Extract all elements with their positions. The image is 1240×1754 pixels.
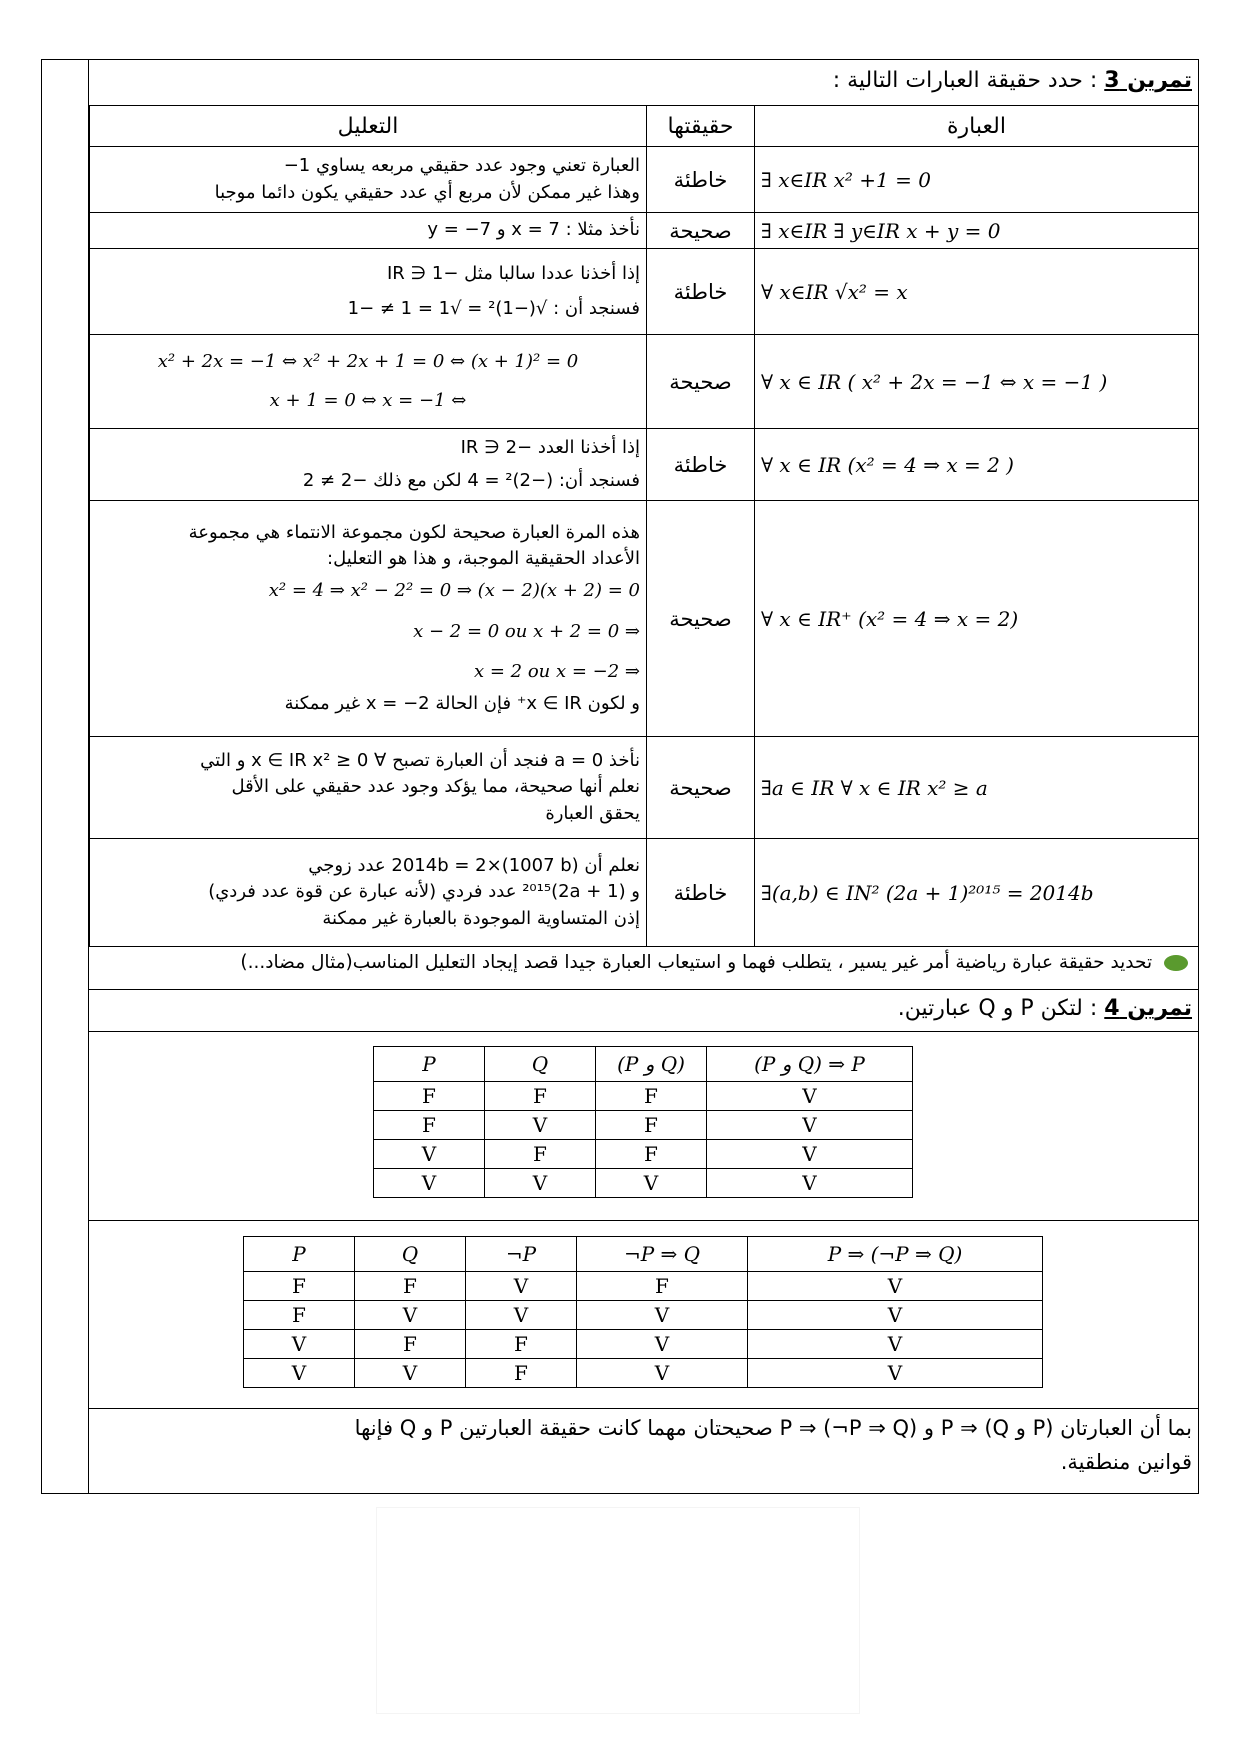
tt1-cell: F [374,1082,485,1111]
ex3-row [90,501,1199,737]
justification-cell [90,839,647,947]
ex3-title-text: : حدد حقيقة العبارات التالية : [832,68,1098,93]
page-frame [41,59,1199,1494]
justification-cell [90,335,647,429]
truth-table-2 [243,1236,1043,1388]
ex3-title [833,68,1192,93]
header-statement: العبارة [755,106,1199,147]
truth-table-row [374,1140,913,1169]
ex3-note [240,952,1188,973]
statement-cell: ∃(a,b) ∈ IN² (2a + 1)²⁰¹⁵ = 2014b [755,839,1199,947]
statement-cell: ∀ x ∈ IR ( x² + 2x = −1 ⇔ x = −1 ) [755,335,1199,429]
truth-table-row [244,1330,1043,1359]
truth-table-row [374,1111,913,1140]
justification-line: x² + 2x = −1 ⇔ x² + 2x + 1 = 0 ⇔ (x + 1)² = 0 [157,351,579,373]
truth-cell: صحيحة [647,501,755,737]
tt1-cell: F [596,1140,707,1169]
statement-cell: ∃ x∈IR ∃ y∈IR x + y = 0 [755,213,1199,249]
tt1-cell: F [485,1140,596,1169]
tt2-cell: V [748,1301,1043,1330]
justification-line: إذا أخذنا عددا سالبا مثل −1 ∈ IR [386,263,640,285]
ex3-table [89,105,1199,947]
tt2-cell: V [466,1301,577,1330]
tt1-cell: V [707,1111,913,1140]
tt2-cell: V [355,1359,466,1388]
justification-line: وهذا غير ممكن لأن مربع أي عدد حقيقي يكون دائما موجبا [214,181,640,203]
justification-cell [90,213,647,249]
tt2-cell: F [577,1272,748,1301]
tt2-cell: V [355,1301,466,1330]
tt1-cell: V [707,1082,913,1111]
justification-cell [90,249,647,335]
page-content [89,60,1198,1493]
tt2-cell: V [748,1330,1043,1359]
tt1-cell: F [596,1111,707,1140]
justification-line: و لكون x ∈ IR⁺ فإن الحالة x = −2 غير ممكنة [284,692,640,714]
tt1-cell: F [596,1082,707,1111]
ex3-row [90,249,1199,335]
truth-cell: صحيحة [647,737,755,839]
justification-line: العبارة تعني وجود عدد حقيقي مربعه يساوي 1− [283,155,640,177]
tt1-header: (P و Q) ⇒ P [707,1047,913,1082]
tt2-header: ¬P [466,1237,577,1272]
tt2-cell: V [577,1301,748,1330]
tt1-cell: F [485,1082,596,1111]
tt2-cell: V [577,1359,748,1388]
justification-line: ⇒ x − 2 = 0 ou x + 2 = 0 [413,620,640,642]
tt2-cell: V [244,1330,355,1359]
justification-cell [90,147,647,213]
divider [89,1408,1198,1409]
ex4-title-text: : لتكن P و Q عبارتين. [897,996,1098,1021]
tt1-cell: V [485,1111,596,1140]
tt1-cell: V [374,1140,485,1169]
truth-cell: خاطئة [647,839,755,947]
conclusion-line: قوانين منطقية. [1060,1449,1192,1474]
ex3-row [90,429,1199,501]
ex3-row [90,335,1199,429]
tt1-cell: F [374,1111,485,1140]
ex3-title-label: تمرين 3 [1104,68,1192,93]
truth-cell: خاطئة [647,147,755,213]
truth-cell: خاطئة [647,249,755,335]
justification-line: نعلم أنها صحيحة، مما يؤكد وجود عدد حقيقي على الأقل [231,776,640,798]
justification-cell [90,501,647,737]
justification-line: نعلم أن 2014b = 2×(1007 b) عدد زوجي [308,855,640,877]
truth-cell: خاطئة [647,429,755,501]
justification-line: هذه المرة العبارة صحيحة لكون مجموعة الانتماء هي مجموعة [188,522,640,544]
justification-line: نأخذ a = 0 فنجد أن العبارة تصبح ∀ x ∈ IR x² ≥ 0 و التي [200,750,640,772]
divider [89,989,1198,990]
tt2-cell: F [244,1301,355,1330]
justification-line: ⇔ x + 1 = 0 ⇔ x = −1 [269,389,467,411]
left-margin-strip [42,60,89,1493]
justification-line: x² = 4 ⇒ x² − 2² = 0 ⇒ (x − 2)(x + 2) = 0 [268,580,640,602]
justification-line: فسنجد أن : √(−1)² = √1 = 1 ≠ −1 [347,297,640,319]
tt1-cell: V [707,1169,913,1198]
truth-cell: صحيحة [647,213,755,249]
justification-cell [90,429,647,501]
truth-table-row [244,1272,1043,1301]
ex3-header-row [90,106,1199,147]
ex3-row [90,213,1199,249]
ex3-row [90,147,1199,213]
justification-cell [90,737,647,839]
statement-cell: ∀ x ∈ IR (x² = 4 ⇒ x = 2 ) [755,429,1199,501]
truth-table-row [244,1301,1043,1330]
speech-bubble-icon [1164,955,1188,971]
justification-line: إذا أخذنا العدد −2 ∈ IR [460,437,640,459]
tt1-cell: V [707,1140,913,1169]
justification-line: فسنجد أن: (−2)² = 4 لكن مع ذلك −2 ≠ 2 [302,469,640,491]
divider [89,1031,1198,1032]
blank-box [377,1508,859,1713]
tt2-header: ¬P ⇒ Q [577,1237,748,1272]
tt1-header: (P و Q) [596,1047,707,1082]
tt2-cell: V [748,1272,1043,1301]
tt2-header: Q [355,1237,466,1272]
truth-table-header-row [244,1237,1043,1272]
justification-line: نأخذ مثلا : x = 7 و y = −7 [427,219,640,241]
tt1-cell: V [485,1169,596,1198]
justification-line: يحقق العبارة [545,802,640,824]
tt1-cell: V [596,1169,707,1198]
statement-cell: ∃ x∈IR x² +1 = 0 [755,147,1199,213]
ex4-conclusion [95,1412,1192,1479]
tt1-cell: V [374,1169,485,1198]
header-justification: التعليل [90,106,647,147]
truth-table-header-row [374,1047,913,1082]
truth-table-row [374,1169,913,1198]
statement-cell: ∀ x∈IR √x² = x [755,249,1199,335]
tt2-cell: V [577,1330,748,1359]
ex3-note-text: تحديد حقيقة عبارة رياضية أمر غير يسير ، يتطلب فهما و استيعاب العبارة جيدا قصد إيجاد التعليل المناسب(مثال مضاد...) [240,952,1153,973]
conclusion-line: بما أن العبارتان (P و Q) ⇒ P و P ⇒ (¬P ⇒ Q) صحيحتان مهما كانت حقيقة العبارتين P و Q فإنها [354,1416,1192,1440]
tt2-cell: V [748,1359,1043,1388]
tt1-header: Q [485,1047,596,1082]
justification-line: الأعداد الحقيقية الموجبة، و هذا هو التعليل: [327,548,640,570]
divider [89,1220,1198,1221]
tt2-header: P ⇒ (¬P ⇒ Q) [748,1237,1043,1272]
justification-line: ⇒ x = 2 ou x = −2 [473,660,640,682]
tt2-cell: F [466,1330,577,1359]
ex4-title [898,996,1192,1021]
tt1-header: P [374,1047,485,1082]
tt2-cell: V [244,1359,355,1388]
statement-cell: ∃a ∈ IR ∀ x ∈ IR x² ≥ a [755,737,1199,839]
statement-cell: ∀ x ∈ IR⁺ (x² = 4 ⇒ x = 2) [755,501,1199,737]
tt2-cell: F [244,1272,355,1301]
truth-table-row [244,1359,1043,1388]
ex3-row [90,839,1199,947]
justification-line: إذن المتساوية الموجودة بالعبارة غير ممكنة [322,907,640,929]
tt2-cell: F [355,1272,466,1301]
truth-table-row [374,1082,913,1111]
truth-cell: صحيحة [647,335,755,429]
header-truth: حقيقتها [647,106,755,147]
truth-table-1 [373,1046,913,1198]
ex4-title-label: تمرين 4 [1104,996,1192,1021]
tt2-header: P [244,1237,355,1272]
justification-line: و (2a + 1)²⁰¹⁵ عدد فردي (لأنه عبارة عن قوة عدد فردي) [208,881,640,903]
tt2-cell: V [466,1272,577,1301]
tt2-cell: F [466,1359,577,1388]
tt2-cell: F [355,1330,466,1359]
ex3-row [90,737,1199,839]
